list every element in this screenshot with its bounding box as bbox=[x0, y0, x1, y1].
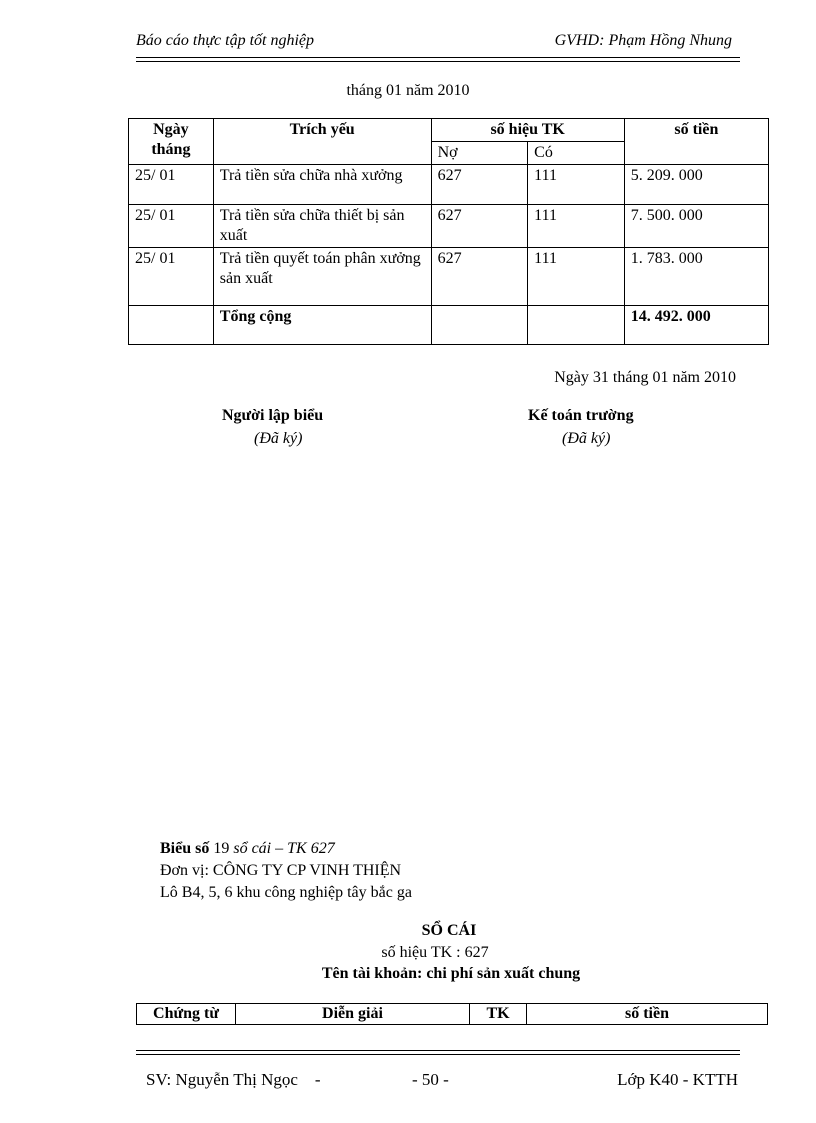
footer-divider bbox=[136, 1054, 740, 1055]
cell-empty bbox=[528, 306, 625, 345]
header-divider bbox=[136, 57, 740, 58]
header-debit: Nợ bbox=[431, 142, 528, 165]
footer-dash: - bbox=[314, 1070, 321, 1089]
header-divider bbox=[136, 61, 740, 62]
cell-date: 25/ 01 bbox=[129, 248, 214, 306]
header-date: Ngày tháng bbox=[129, 119, 214, 165]
header-voucher: Chứng từ bbox=[137, 1004, 236, 1025]
cell-description: Trả tiền sửa chữa nhà xưởng bbox=[213, 165, 431, 205]
cell-date: 25/ 01 bbox=[129, 205, 214, 248]
form-label-bold: Biểu số bbox=[160, 840, 210, 857]
cell-credit: 111 bbox=[528, 248, 625, 306]
header-tk: TK bbox=[470, 1004, 527, 1025]
total-amount: 14. 492. 000 bbox=[624, 306, 768, 345]
header-description: Trích yếu bbox=[213, 119, 431, 165]
table-total-row bbox=[129, 306, 769, 345]
header-description: Diễn giải bbox=[236, 1004, 470, 1025]
header-credit: Có bbox=[528, 142, 625, 165]
preparer-status: (Đã ký) bbox=[254, 430, 303, 447]
voucher-table bbox=[128, 118, 769, 345]
chief-accountant-status: (Đã ký) bbox=[562, 430, 611, 447]
cell-debit: 627 bbox=[431, 248, 528, 306]
cell-credit: 111 bbox=[528, 165, 625, 205]
cell-amount: 5. 209. 000 bbox=[624, 165, 768, 205]
cell-description: Trả tiền sửa chữa thiết bị sản xuất bbox=[213, 205, 431, 248]
footer-student bbox=[146, 1070, 321, 1090]
header-report-title: Báo cáo thực tập tốt nghiệp bbox=[136, 32, 315, 49]
company-address: Lô B4, 5, 6 khu công nghiệp tây bắc ga bbox=[160, 884, 412, 901]
preparer-title: Người lập biểu bbox=[222, 407, 324, 424]
cell-amount: 7. 500. 000 bbox=[624, 205, 768, 248]
footer-page-number: - 50 - bbox=[412, 1070, 449, 1089]
cell-description: Trả tiền quyết toán phân xưởng sản xuất bbox=[213, 248, 431, 306]
cell-empty bbox=[431, 306, 528, 345]
form-label-number: 19 bbox=[209, 840, 234, 857]
cell-date: 25/ 01 bbox=[129, 165, 214, 205]
ledger-title: SỔ CÁI bbox=[421, 922, 477, 939]
signature-date: Ngày 31 tháng 01 năm 2010 bbox=[554, 369, 736, 386]
footer-student-name: SV: Nguyễn Thị Ngọc bbox=[146, 1070, 298, 1089]
cell-credit: 111 bbox=[528, 205, 625, 248]
cell-debit: 627 bbox=[431, 205, 528, 248]
form-label bbox=[160, 840, 335, 858]
header-amount: số tiền bbox=[624, 119, 768, 165]
table-row bbox=[129, 205, 769, 248]
footer-divider bbox=[136, 1050, 740, 1051]
chief-accountant-title: Kế toán trường bbox=[528, 407, 634, 424]
footer-class: Lớp K40 - KTTH bbox=[617, 1070, 738, 1089]
table-row bbox=[129, 165, 769, 205]
table-header-row bbox=[129, 119, 769, 142]
cell-amount: 1. 783. 000 bbox=[624, 248, 768, 306]
header-account: số hiệu TK bbox=[431, 119, 624, 142]
header-supervisor: GVHD: Phạm Hồng Nhung bbox=[554, 32, 732, 49]
cell-empty bbox=[129, 306, 214, 345]
cell-debit: 627 bbox=[431, 165, 528, 205]
company-unit: Đơn vị: CÔNG TY CP VINH THIỆN bbox=[160, 862, 402, 879]
general-ledger-table bbox=[136, 1003, 768, 1025]
table-header-row bbox=[137, 1004, 768, 1025]
account-name: Tên tài khoản: chi phí sản xuất chung bbox=[321, 965, 581, 982]
form-label-italic: sổ cái – TK 627 bbox=[233, 840, 335, 857]
account-number: số hiệu TK : 627 bbox=[381, 944, 489, 961]
header-amount: số tiền bbox=[527, 1004, 768, 1025]
month-line: tháng 01 năm 2010 bbox=[346, 82, 470, 99]
total-label: Tổng cộng bbox=[213, 306, 431, 345]
table-row bbox=[129, 248, 769, 306]
